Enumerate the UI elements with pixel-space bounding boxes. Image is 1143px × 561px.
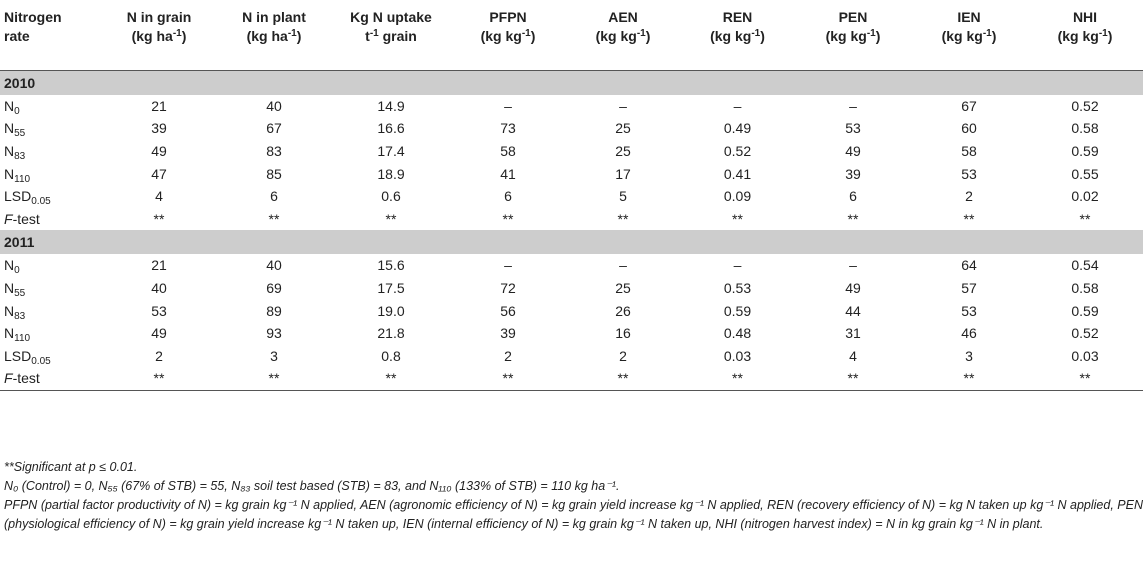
table-cell: 21.8 bbox=[377, 325, 405, 342]
table-cell: 0.09 bbox=[723, 188, 752, 205]
table-cell: 60 bbox=[961, 120, 977, 137]
table-row bbox=[0, 185, 1143, 208]
table-cell: 3 bbox=[965, 347, 973, 364]
table-row bbox=[0, 254, 1143, 277]
table-cell: ** bbox=[847, 370, 859, 387]
table-cell: 0.03 bbox=[723, 347, 752, 364]
table-cell: 49 bbox=[845, 142, 861, 159]
table-cell: 25 bbox=[615, 142, 631, 159]
table-cell: 3 bbox=[270, 347, 278, 364]
row-label: $N_0$ bbox=[4, 257, 20, 277]
table-body bbox=[0, 70, 1143, 390]
table-footnotes bbox=[0, 458, 1143, 534]
table-cell: ** bbox=[1079, 370, 1091, 387]
table-row bbox=[0, 322, 1143, 345]
row-label: $N_{110}$ bbox=[4, 165, 31, 185]
table-cell: – bbox=[849, 97, 857, 114]
table-cell: 16 bbox=[615, 325, 631, 342]
table-cell: 39 bbox=[151, 120, 167, 137]
header-pfpn: PFPN (kg $kg^{-1}$) bbox=[480, 9, 536, 44]
year-label: 2010 bbox=[0, 70, 1143, 95]
table-cell: ** bbox=[153, 370, 165, 387]
table-row bbox=[0, 140, 1143, 163]
table-cell: ** bbox=[268, 210, 280, 227]
table-cell: 17.5 bbox=[377, 279, 405, 296]
table-cell: 89 bbox=[266, 302, 282, 319]
table-cell: 69 bbox=[266, 279, 282, 296]
table-cell: 40 bbox=[151, 279, 167, 296]
table-cell: 44 bbox=[845, 302, 861, 319]
table-cell: 58 bbox=[500, 142, 516, 159]
row-label: F-test bbox=[4, 210, 40, 227]
footnote-definitions: PFPN (partial factor productivity of N) = kg grain kg⁻¹ N applied, AEN (agronomic efficiency of N) = kg grain yield increase kg⁻¹ N applied, REN (recovery efficiency of N) = kg N taken up kg⁻¹ N applied, PEN (physiological efficiency of N) = kg grain yield increase kg⁻¹ N taken up, IEN (internal efficiency of N) = kg grain kg⁻¹ N taken up, NHI (nitrogen harvest index) = N in kg grain kg⁻¹ N in plant. bbox=[4, 498, 1143, 531]
table-cell: – bbox=[849, 257, 857, 274]
table-cell: 53 bbox=[961, 302, 977, 319]
table-cell: 25 bbox=[615, 279, 631, 296]
table-cell: 53 bbox=[845, 120, 861, 137]
table-cell: 0.59 bbox=[1071, 142, 1099, 159]
row-label: $LSD_{0.05}$ bbox=[4, 347, 51, 367]
table-header bbox=[0, 0, 1143, 70]
table-cell: 5 bbox=[619, 188, 627, 205]
table-cell: 0.52 bbox=[723, 142, 752, 159]
table-row bbox=[0, 344, 1143, 367]
table-cell: ** bbox=[617, 370, 629, 387]
table-cell: 67 bbox=[266, 120, 282, 137]
table-cell: – bbox=[733, 257, 742, 274]
header-n-in-grain: N in grain (kg $ha^{-1}$) bbox=[126, 9, 192, 44]
table-cell: 47 bbox=[151, 165, 167, 182]
table-cell: – bbox=[619, 257, 627, 274]
table-cell: ** bbox=[502, 210, 514, 227]
table-cell: 19.0 bbox=[377, 302, 405, 319]
table-cell: 26 bbox=[615, 302, 631, 319]
table-cell: ** bbox=[385, 210, 397, 227]
table-cell: 0.54 bbox=[1071, 257, 1099, 274]
table-cell: 2 bbox=[619, 347, 627, 364]
table-cell: 73 bbox=[500, 120, 516, 137]
table-cell: 0.53 bbox=[723, 279, 752, 296]
table-cell: 21 bbox=[151, 97, 167, 114]
table-cell: 40 bbox=[266, 97, 282, 114]
table-cell: ** bbox=[963, 210, 975, 227]
row-label: $N_{110}$ bbox=[4, 325, 31, 345]
table-cell: 53 bbox=[961, 165, 977, 182]
table-cell: ** bbox=[268, 370, 280, 387]
table-cell: 4 bbox=[155, 188, 163, 205]
table-cell: ** bbox=[502, 370, 514, 387]
footnote-rates: N₀ (Control) = 0, N₅₅ (67% of STB) = 55, N₈₃ soil test based (STB) = 83, and N₁₁₀ (133% of STB) = 110 kg ha⁻¹. bbox=[4, 479, 620, 493]
table-cell: – bbox=[733, 97, 742, 114]
table-cell: 14.9 bbox=[377, 97, 405, 114]
header-aen: AEN (kg $kg^{-1}$) bbox=[595, 9, 651, 44]
table-cell: 6 bbox=[270, 188, 278, 205]
table-cell: 46 bbox=[961, 325, 977, 342]
table-cell: 0.03 bbox=[1071, 347, 1099, 364]
year-section-row bbox=[0, 230, 1143, 254]
table-cell: ** bbox=[617, 210, 629, 227]
table-cell: 0.58 bbox=[1071, 279, 1099, 296]
header-ien: IEN (kg $kg^{-1}$) bbox=[941, 9, 997, 44]
table-cell: 2 bbox=[965, 188, 973, 205]
table-row bbox=[0, 207, 1143, 230]
table-cell: 58 bbox=[961, 142, 977, 159]
table-row bbox=[0, 117, 1143, 140]
table-cell: 0.52 bbox=[1071, 97, 1099, 114]
table-row bbox=[0, 277, 1143, 300]
table-cell: – bbox=[619, 97, 627, 114]
table-cell: 41 bbox=[500, 165, 516, 182]
table-cell: 17.4 bbox=[377, 142, 405, 159]
table-cell: – bbox=[504, 97, 512, 114]
table-cell: 53 bbox=[151, 302, 167, 319]
table-cell: 67 bbox=[961, 97, 977, 114]
row-label: $N_{55}$ bbox=[4, 120, 26, 140]
header-ren: REN (kg $kg^{-1}$) bbox=[710, 9, 765, 44]
table-cell: 21 bbox=[151, 257, 167, 274]
table-cell: 56 bbox=[500, 302, 516, 319]
table-cell: 49 bbox=[845, 279, 861, 296]
table-cell: 0.48 bbox=[723, 325, 752, 342]
table-cell: 39 bbox=[845, 165, 861, 182]
table-cell: ** bbox=[1079, 210, 1091, 227]
year-section-row bbox=[0, 70, 1143, 95]
table-cell: 0.6 bbox=[381, 188, 401, 205]
header-pen: PEN (kg $kg^{-1}$) bbox=[825, 9, 881, 44]
table-row bbox=[0, 162, 1143, 185]
table-cell: 6 bbox=[504, 188, 512, 205]
table-cell: 49 bbox=[151, 325, 167, 342]
table-cell: 0.41 bbox=[723, 165, 752, 182]
header-nhi: NHI (kg $kg^{-1}$) bbox=[1057, 9, 1113, 44]
table-cell: ** bbox=[153, 210, 165, 227]
table-row bbox=[0, 95, 1143, 118]
table-cell: ** bbox=[847, 210, 859, 227]
table-cell: 0.58 bbox=[1071, 120, 1099, 137]
row-label: $N_0$ bbox=[4, 97, 20, 117]
header-n-uptake: Kg N uptake $t^{-1}$ grain bbox=[350, 9, 432, 44]
table-cell: 25 bbox=[615, 120, 631, 137]
table-cell: 0.59 bbox=[1071, 302, 1099, 319]
table-cell: 2 bbox=[504, 347, 512, 364]
footnote-significance: **Significant at p ≤ 0.01. bbox=[4, 460, 138, 474]
year-label: 2011 bbox=[0, 230, 1143, 254]
row-label: F-test bbox=[4, 370, 40, 387]
header-nitrogen-rate: Nitrogen rate bbox=[4, 9, 62, 44]
table-cell: 83 bbox=[266, 142, 282, 159]
table-cell: 2 bbox=[155, 347, 163, 364]
table-cell: – bbox=[504, 257, 512, 274]
table-cell: 16.6 bbox=[377, 120, 405, 137]
table-cell: 0.02 bbox=[1071, 188, 1099, 205]
table-cell: 0.59 bbox=[723, 302, 752, 319]
header-n-in-plant: N in plant (kg $ha^{-1}$) bbox=[242, 9, 306, 44]
table-cell: ** bbox=[963, 370, 975, 387]
table-cell: 85 bbox=[266, 165, 282, 182]
table-cell: ** bbox=[385, 370, 397, 387]
table-cell: 93 bbox=[266, 325, 282, 342]
table-cell: 49 bbox=[151, 142, 167, 159]
row-label: $N_{83}$ bbox=[4, 142, 26, 162]
table-cell: 57 bbox=[961, 279, 977, 296]
table-cell: 31 bbox=[845, 325, 861, 342]
table-cell: 18.9 bbox=[377, 165, 405, 182]
table-cell: 40 bbox=[266, 257, 282, 274]
table-cell: 0.49 bbox=[723, 120, 752, 137]
row-label: $LSD_{0.05}$ bbox=[4, 188, 51, 208]
table-cell: 39 bbox=[500, 325, 516, 342]
table-cell: 15.6 bbox=[377, 257, 405, 274]
table-cell: ** bbox=[732, 210, 743, 227]
table-cell: 0.52 bbox=[1071, 325, 1099, 342]
row-label: $N_{83}$ bbox=[4, 302, 26, 322]
table-row bbox=[0, 367, 1143, 390]
table-cell: ** bbox=[732, 370, 743, 387]
table-cell: 0.8 bbox=[381, 347, 401, 364]
table-cell: 0.55 bbox=[1071, 165, 1099, 182]
table-cell: 4 bbox=[849, 347, 857, 364]
table-cell: 64 bbox=[961, 257, 977, 274]
table-cell: 6 bbox=[849, 188, 857, 205]
row-label: $N_{55}$ bbox=[4, 279, 26, 299]
table-cell: 17 bbox=[615, 165, 631, 182]
table-row bbox=[0, 299, 1143, 322]
table-cell: 72 bbox=[500, 279, 516, 296]
